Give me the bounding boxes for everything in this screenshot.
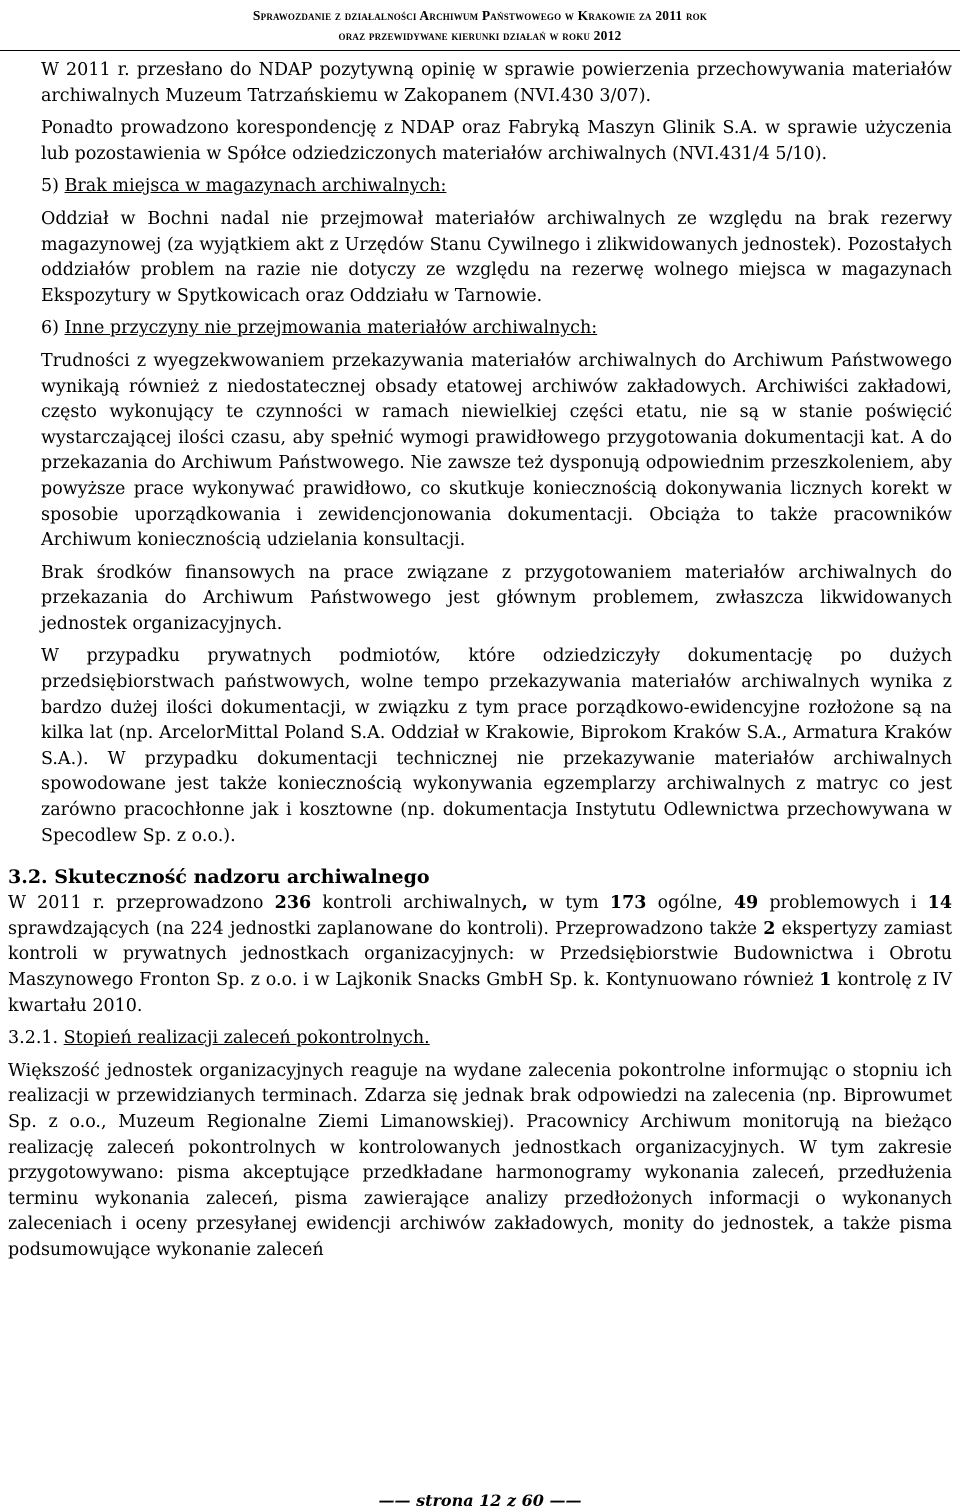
page-footer: —— strona 12 z 60 ——	[378, 1491, 582, 1510]
item-6-heading	[0, 316, 960, 342]
header-line-1: Sprawozdanie z działalności Archiwum Państwowego w Krakowie za 2011 rok	[252, 8, 708, 23]
paragraph-opinion: W 2011 r. przesłano do NDAP pozytywną opinię w sprawie powierzenia przechowywania materiałów archiwalnych Muzeum Tatrzańskiemu w Zakopanem (NVI.430 3/07).	[41, 60, 952, 106]
section-3-2-heading	[0, 863, 960, 891]
paragraph-private-entities: W przypadku prywatnych podmiotów, które odziedziczyły dokumentację po dużych przedsiębiorstwach państwowych, wolne tempo przekazywania materiałów archiwalnych wynika z bardzo dużej ilości dokumentacji, w związku z tym prace porządkowo-ewidencyjne rozłożone są na kilka lat (np. ArcelorMittal Poland S.A. Oddział w Krakowie, Biprokom Kraków S.A., Armatura Kraków S.A.). W przypadku dokumentacji technicznej nie przekazywanie materiałów archiwalnych spowodowane jest także koniecznością wykonywania egzemplarzy archiwalnych z matryc co jest zarówno pracochłonne jak i kosztowne (np. dokumentacja Instytutu Odlewnictwa przechowywana w Specodlew Sp. z o.o.).	[41, 646, 952, 846]
subsection-3-2-1-title: Stopień realizacji zaleceń pokontrolnych.	[63, 1028, 430, 1049]
item-5-title: Brak miejsca w magazynach archiwalnych:	[64, 176, 447, 197]
expertise-count: 2	[763, 918, 776, 939]
item-6-title: Inne przyczyny nie przejmowania materiałów archiwalnych:	[64, 318, 598, 339]
item-5-number: 5)	[41, 176, 59, 197]
page-header	[0, 6, 960, 46]
page-number: strona 12 z 60	[416, 1491, 544, 1510]
item-5-heading	[0, 174, 960, 200]
section-3-2-number: 3.2.	[8, 866, 48, 889]
subsection-3-2-1-heading	[0, 1026, 960, 1052]
paragraph-storage: Oddział w Bochni nadal nie przejmował materiałów archiwalnych ze względu na brak rezerwy magazynowej (za wyjątkiem akt z Urzędów Stanu Cywilnego i zlikwidowanych jednostek). Pozostałych oddziałów problem na razie nie dotyczy ze względu na rezerwę wolnego miejsca w magazynach Ekspozytury w Spytkowicach oraz Oddziału w Tarnowie.	[41, 208, 952, 306]
paragraph-correspondence: Ponadto prowadzono korespondencję z NDAP oraz Fabryką Maszyn Glinik S.A. w sprawie użyczenia lub pozostawienia w Spółce odziedziczonych materiałów archiwalnych (NVI.431/4 5/10).	[41, 118, 952, 164]
paragraph-recommendations: Większość jednostek organizacyjnych reaguje na wydane zalecenia pokontrolne informując o stopniu ich realizacji w przewidzianych terminach. Zdarza się jednak brak odpowiedzi na zalecenia (np. Biprowumet Sp. z o.o., Muzeum Regionalne Ziemi Limanowskiej). Pracownicy Archiwum monitorują na bieżąco realizację zaleceń pokontrolnych w kontrolowanych jednostkach organizacyjnych. W tym zakresie przygotowywano: pisma akceptujące przedkładane harmonogramy wykonania zaleceń, przedłużenia terminu wykonania zaleceń, pisma zawierające analizy przedłożonych informacji o wykonanych zaleceniach i oceny przesyłanej ewidencji archiwów zakładowych, monity do jednostek, a także pisma podsumowujące wykonanie zaleceń	[8, 1060, 952, 1260]
paragraph-difficulties: Trudności z wyegzekwowaniem przekazywania materiałów archiwalnych do Archiwum Państwowego wynikają również z niedostatecznej obsady etatowej archiwów zakładowych. Archiwiści zakładowi, często wykonujący te czynności w ramach niewielkiej części etatu, nie są w stanie poświęcić wystarczającej ilości czasu, aby spełnić wymogi prawidłowego przygotowania dokumentacji kat. A do przekazania do Archiwum Państwowego. Nie zawsze też dysponują odpowiednim przeszkoleniem, aby powyższe prace wykonywać prawidłowo, co skutkuje koniecznością dokonywania licznych korekt w sposobie uporządkowania i zewidencjonowania dokumentacji. Obciąża to także pracowników Archiwum koniecznością udzielania konsultacji.	[41, 350, 952, 551]
inspections-general: 173	[609, 893, 647, 914]
header-line-2: oraz przewidywane kierunki działań w roku 2012	[338, 28, 622, 43]
page-content	[0, 58, 960, 1264]
item-6-number: 6)	[41, 318, 59, 339]
paragraph-inspections: W 2011 r. przeprowadzono 236 kontroli archiwalnych, w tym 173 ogólne, 49 problemowych i 14 sprawdzających (na 224 jednostki zaplanowane do kontroli). Przeprowadzono także 2 ekspertyzy zamiast kontroli w prywatnych jednostkach organizacyjnych: w Przedsiębiorstwie Budownictwa i Obrotu Maszynowego Fronton Sp. z o.o. i w Lajkonik Snacks GmbH Sp. k. Kontynuowano również 1 kontrolę z IV kwartału 2010.	[8, 893, 953, 1016]
subsection-3-2-1-number: 3.2.1.	[8, 1028, 59, 1049]
continued-inspection-count: 1	[819, 970, 832, 990]
inspections-total: 236	[274, 893, 312, 914]
inspections-verification: 14	[927, 893, 952, 914]
header-rule	[0, 50, 960, 51]
paragraph-funding: Brak środków finansowych na prace związane z przygotowaniem materiałów archiwalnych do przekazania do Archiwum Państwowego jest głównym problemem, zwłaszcza likwidowanych jednostek organizacyjnych.	[41, 562, 952, 634]
section-3-2-title: Skuteczność nadzoru archiwalnego	[54, 866, 430, 889]
inspections-problem: 49	[733, 893, 759, 914]
